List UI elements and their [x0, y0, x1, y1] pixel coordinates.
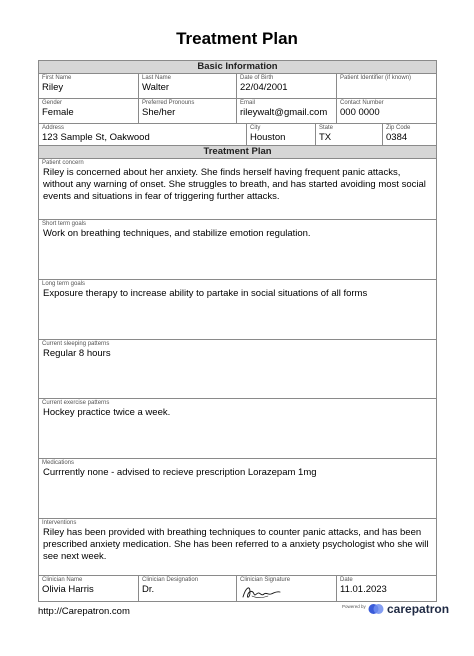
- current-sleeping-patterns-label: Current sleeping patterns: [42, 341, 110, 347]
- short-term-goals-label: Short term goals: [42, 221, 87, 227]
- current-sleeping-patterns-value: Regular 8 hours: [43, 348, 111, 359]
- basic-info-row-2: [39, 99, 436, 124]
- preferred-pronouns-field[interactable]: [139, 99, 237, 123]
- date-value: 11.01.2023: [340, 584, 387, 595]
- interventions-field[interactable]: [39, 519, 436, 576]
- long-term-goals-label: Long term goals: [42, 281, 86, 287]
- email-field[interactable]: [237, 99, 337, 123]
- last-name-value: Walter: [142, 82, 170, 93]
- first-name-label: First Name: [42, 75, 72, 81]
- zip-code-label: Zip Code: [386, 125, 411, 131]
- gender-value: Female: [42, 107, 74, 118]
- current-sleeping-patterns-field[interactable]: [39, 340, 436, 399]
- zip-code-value: 0384: [386, 132, 408, 143]
- interventions-value: Riley has been provided with breathing techniques to counter panic attacks, and has been prescribed anxiety medication. She has been referred to a anxiety psychologist who she will see next week.: [43, 527, 429, 562]
- medications-field[interactable]: [39, 459, 436, 519]
- preferred-pronouns-value: She/her: [142, 107, 176, 118]
- current-exercise-patterns-field[interactable]: [39, 399, 436, 459]
- first-name-field[interactable]: [39, 74, 139, 98]
- clinician-name-label: Clinician Name: [42, 577, 83, 583]
- city-label: City: [250, 125, 261, 131]
- treatment-plan-form: [38, 60, 437, 602]
- date-label: Date: [340, 577, 353, 583]
- clinician-name-field[interactable]: [39, 576, 139, 601]
- patient-identifier-field[interactable]: [337, 74, 436, 98]
- medications-value: Currrently none - advised to recieve prescription Lorazepam 1mg: [43, 467, 317, 478]
- first-name-value: Riley: [42, 82, 64, 93]
- clinician-row: [39, 576, 436, 602]
- state-label: State: [319, 125, 334, 131]
- address-field[interactable]: [39, 124, 247, 145]
- patient-concern-value: Riley is concerned about her anxiety. She finds herself having frequent panic attacks, without any warning of onset. She struggles to breath, and has started avoiding most social events and situations in fear of triggering further attacks.: [43, 167, 426, 202]
- email-label: Email: [240, 100, 256, 106]
- city-field[interactable]: [247, 124, 316, 145]
- signature-image: [240, 583, 284, 601]
- basic-info-row-3: [39, 124, 436, 146]
- medications-label: Medications: [42, 460, 75, 466]
- date-of-birth-field[interactable]: [237, 74, 337, 98]
- current-exercise-patterns-label: Current exercise patterns: [42, 400, 110, 406]
- preferred-pronouns-label: Preferred Pronouns: [142, 100, 195, 106]
- city-value: Houston: [250, 132, 286, 143]
- clinician-signature-field[interactable]: [237, 576, 337, 601]
- section-header-basic-information: Basic Information: [39, 61, 436, 74]
- gender-field[interactable]: [39, 99, 139, 123]
- carepatron-link[interactable]: http://Carepatron.com: [38, 606, 130, 617]
- contact-number-field[interactable]: [337, 99, 436, 123]
- last-name-label: Last Name: [142, 75, 172, 81]
- section-header-treatment-plan: Treatment Plan: [39, 146, 436, 159]
- current-exercise-patterns-value: Hockey practice twice a week.: [43, 407, 171, 418]
- contact-number-value: 000 0000: [340, 107, 380, 118]
- clinician-signature-label: Clinician Signature: [240, 577, 291, 583]
- contact-number-label: Contact Number: [340, 100, 384, 106]
- carepatron-logo[interactable]: [368, 602, 449, 616]
- patient-concern-field[interactable]: [39, 159, 436, 220]
- short-term-goals-field[interactable]: [39, 220, 436, 280]
- patient-identifier-label: Patient Identifier (if known): [340, 75, 412, 81]
- state-value: TX: [319, 132, 332, 143]
- clinician-designation-value: Dr.: [142, 584, 155, 595]
- date-of-birth-label: Date of Birth: [240, 75, 274, 81]
- state-field[interactable]: [316, 124, 383, 145]
- long-term-goals-value: Exposure therapy to increase ability to partake in social situations of all forms: [43, 288, 368, 299]
- email-value: rileywalt@gmail.com: [240, 107, 328, 118]
- clinician-designation-label: Clinician Designation: [142, 577, 199, 583]
- last-name-field[interactable]: [139, 74, 237, 98]
- interventions-label: Interventions: [42, 520, 77, 526]
- page-title: Treatment Plan: [176, 29, 298, 48]
- basic-info-row-1: [39, 74, 436, 99]
- address-label: Address: [42, 125, 65, 131]
- zip-code-field[interactable]: [383, 124, 436, 145]
- clinician-designation-field[interactable]: [139, 576, 237, 601]
- clinician-name-value: Olivia Harris: [42, 584, 94, 595]
- date-field[interactable]: [337, 576, 436, 601]
- patient-concern-label: Patient concern: [42, 160, 84, 166]
- powered-by-text: Powered by: [342, 604, 366, 609]
- gender-label: Gender: [42, 100, 63, 106]
- carepatron-wordmark: carepatron: [387, 602, 450, 616]
- short-term-goals-value: Work on breathing techniques, and stabilize emotion regulation.: [43, 228, 311, 239]
- long-term-goals-field[interactable]: [39, 280, 436, 340]
- date-of-birth-value: 22/04/2001: [240, 82, 288, 93]
- carepatron-logo-icon: [368, 602, 384, 616]
- address-value: 123 Sample St, Oakwood: [42, 132, 150, 143]
